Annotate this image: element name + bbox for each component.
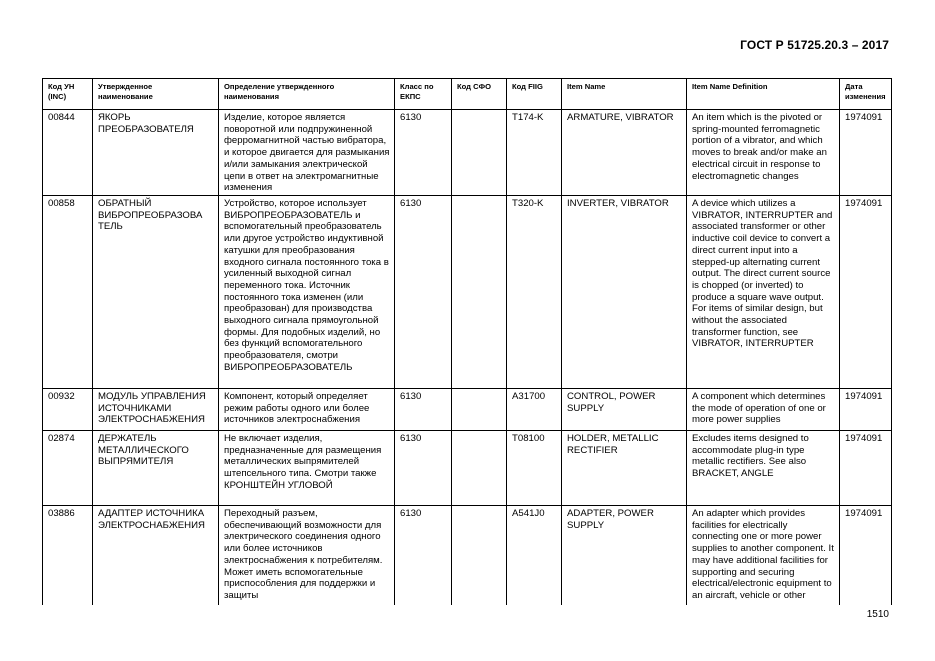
cell-fiig-code: A31700 [507,389,562,431]
cell-fiig-code: A541J0 [507,506,562,605]
document-standard-header: ГОСТ Р 51725.20.3 – 2017 [740,38,889,52]
cell-change-date: 1974091 [840,506,892,605]
cell-item-name-definition: A component which determines the mode of operation of one or more power supplies [687,389,840,431]
header-change-date: Дата изменения [840,79,892,110]
header-inc: Код УН (INC) [43,79,93,110]
cell-item-name: ARMATURE, VIBRATOR [562,110,687,196]
cell-inc: 02874 [43,431,93,506]
cell-item-name-definition: An item which is the pivoted or spring-mounted ferromagnetic portion of a vibrator, and which moves to break and/or make an electrical circuit in response to electromagnetic changes [687,110,840,196]
cell-sfo-code [452,506,507,605]
cell-item-name-definition: A device which utilizes a VIBRATOR, INTERRUPTER and associated transformer or other inductive coil device to convert a direct current input into a stepped-up alternating current output. The direct current source is chopped (or inverted) to produce a square wave output. For items of similar design, but without the associated transformer function, see VIBRATOR, INTERRUPTER [687,196,840,389]
header-ekps-class: Класс по ЕКПС [395,79,452,110]
table-row [43,506,892,605]
header-item-name-definition: Item Name Definition [687,79,840,110]
cell-item-name: CONTROL, POWER SUPPLY [562,389,687,431]
cell-inc: 00844 [43,110,93,196]
header-approved-name: Утвержденное наименование [93,79,219,110]
cell-definition: Не включает изделия, предназначенные для размещения металлических выпрямителей штепсельного типа. Смотри также КРОНШТЕЙН УГЛОВОЙ [219,431,395,506]
cell-inc: 00932 [43,389,93,431]
cell-ekps-class: 6130 [395,506,452,605]
cell-change-date: 1974091 [840,389,892,431]
cell-definition: Устройство, которое использует ВИБРОПРЕОБРАЗОВАТЕЛЬ и вспомогательный преобразователь или другое устройство индуктивной катушки для преобразования входного сигнала постоянного тока в усиленный выходной сигнал переменного тока. Источник постоянного тока изменен (или преобразован) для производства выходного сигнала прямоугольной формы. Для подобных изделий, но без функций вспомогательного преобразователя, смотри ВИБРОПРЕОБРАЗОВАТЕЛЬ [219,196,395,389]
cell-item-name: INVERTER, VIBRATOR [562,196,687,389]
cell-fiig-code: T320-K [507,196,562,389]
table-row [43,110,892,196]
cell-ekps-class: 6130 [395,110,452,196]
cell-item-name-definition: An adapter which provides facilities for electrically connecting one or more power supplies to another component. It may have additional facilities for supporting and securing electrical/electronic equipment to an aircraft, vehicle or other [687,506,840,605]
header-fiig-code: Код FIIG [507,79,562,110]
cell-approved-name: ОБРАТНЫЙ ВИБРОПРЕОБРАЗОВА ТЕЛЬ [93,196,219,389]
item-names-table [42,78,892,605]
cell-definition: Компонент, который определяет режим работы одного или более источников электроснабжения [219,389,395,431]
cell-definition: Изделие, которое является поворотной или подпружиненной ферромагнитной частью вибратора, и которое двигается для размыкания и/или замыкания электрической цепи в ответ на электромагнитные изменения [219,110,395,196]
cell-change-date: 1974091 [840,431,892,506]
table-row [43,431,892,506]
cell-ekps-class: 6130 [395,389,452,431]
header-definition: Определение утвержденного наименования [219,79,395,110]
cell-sfo-code [452,389,507,431]
header-item-name: Item Name [562,79,687,110]
cell-approved-name: ЯКОРЬ ПРЕОБРАЗОВАТЕЛЯ [93,110,219,196]
cell-item-name: HOLDER, METALLIC RECTIFIER [562,431,687,506]
cell-item-name: ADAPTER, POWER SUPPLY [562,506,687,605]
cell-change-date: 1974091 [840,110,892,196]
cell-approved-name: МОДУЛЬ УПРАВЛЕНИЯ ИСТОЧНИКАМИ ЭЛЕКТРОСНАБЖЕНИЯ [93,389,219,431]
table-header-row [43,79,892,110]
cell-fiig-code: T08100 [507,431,562,506]
cell-sfo-code [452,110,507,196]
cell-fiig-code: T174-K [507,110,562,196]
cell-ekps-class: 6130 [395,196,452,389]
page-number: 1510 [866,609,889,620]
table-row [43,196,892,389]
header-sfo-code: Код СФО [452,79,507,110]
cell-approved-name: АДАПТЕР ИСТОЧНИКА ЭЛЕКТРОСНАБЖЕНИЯ [93,506,219,605]
cell-ekps-class: 6130 [395,431,452,506]
cell-sfo-code [452,431,507,506]
cell-item-name-definition: Excludes items designed to accommodate plug-in type metallic rectifiers. See also BRACKET, ANGLE [687,431,840,506]
cell-definition: Переходный разъем, обеспечивающий возможности для электрического соединения одного или более источников электроснабжения к потребителям. Может иметь вспомогательные приспособления для поддержки и защиты [219,506,395,605]
table-row [43,389,892,431]
cell-sfo-code [452,196,507,389]
cell-inc: 00858 [43,196,93,389]
cell-change-date: 1974091 [840,196,892,389]
cell-approved-name: ДЕРЖАТЕЛЬ МЕТАЛЛИЧЕСКОГО ВЫПРЯМИТЕЛЯ [93,431,219,506]
cell-inc: 03886 [43,506,93,605]
